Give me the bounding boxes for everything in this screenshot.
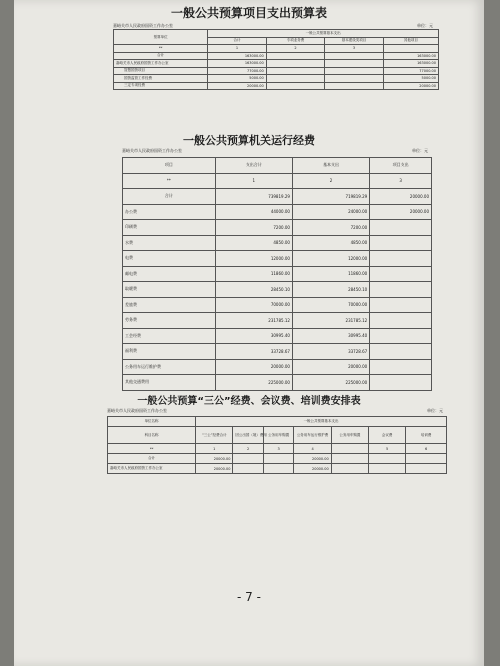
- cell-value: [325, 52, 384, 60]
- cell-value: 20000.00: [292, 359, 369, 375]
- row-label: 福利费: [123, 344, 216, 360]
- cell-value: [266, 60, 325, 68]
- cell-value: 11860.00: [292, 266, 369, 282]
- table-row: [123, 344, 432, 360]
- table2-title: 一般公共预算机关运行经费: [183, 134, 315, 147]
- cell-value: [368, 454, 405, 464]
- table3-code: 4: [294, 444, 331, 454]
- cell-value: [325, 75, 384, 83]
- cell-value: 77000.00: [208, 67, 267, 75]
- table-row: [108, 454, 447, 464]
- table1-code: 3: [325, 45, 384, 53]
- row-label: 取暖费: [123, 282, 216, 298]
- table-row: [123, 282, 432, 298]
- cell-value: 28450.10: [215, 282, 292, 298]
- row-label: 差旅费: [123, 297, 216, 313]
- cell-value: [263, 454, 294, 464]
- row-label: 邮电费: [123, 266, 216, 282]
- cell-value: 5000.00: [208, 75, 267, 83]
- row-label: 合计: [123, 189, 216, 205]
- cell-value: [233, 464, 264, 474]
- table1-subheader: 其他项目: [383, 37, 438, 45]
- row-label: 合计: [114, 52, 208, 60]
- table2-header: 项目: [123, 158, 216, 174]
- cell-value: [370, 344, 432, 360]
- cell-value: 163000.00: [208, 60, 267, 68]
- cell-value: 20000.00: [383, 82, 438, 90]
- cell-value: [263, 464, 294, 474]
- row-label: 办公费: [123, 204, 216, 220]
- table1-code: [383, 45, 438, 53]
- row-label: 其他交通费用: [123, 375, 216, 391]
- row-label: 嘉峪关市人民政府国资工作办公室: [114, 60, 208, 68]
- cell-value: [406, 454, 447, 464]
- cell-value: 12000.00: [292, 251, 369, 267]
- cell-value: 12000.00: [215, 251, 292, 267]
- cell-value: 225000.00: [215, 375, 292, 391]
- table-row: [114, 52, 439, 60]
- table2-code: **: [123, 173, 216, 189]
- table3-unit-org: 嘉峪关市人民政府国资工作办公室: [107, 408, 167, 413]
- table3-header-subject: 科目名称: [108, 427, 196, 444]
- cell-value: 70000.00: [215, 297, 292, 313]
- table3-code: [331, 444, 368, 454]
- cell-value: 30995.40: [292, 328, 369, 344]
- table3-code: 6: [406, 444, 447, 454]
- cell-value: 20000.00: [370, 204, 432, 220]
- cell-value: [331, 454, 368, 464]
- table1-subheader: 专项业务费: [266, 37, 325, 45]
- cell-value: [266, 67, 325, 75]
- table1-code: 1: [208, 45, 267, 53]
- table3-code: 5: [368, 444, 405, 454]
- cell-value: [370, 220, 432, 236]
- cell-value: [331, 464, 368, 474]
- cell-value: 7200.00: [215, 220, 292, 236]
- table2-header: 支出合计: [215, 158, 292, 174]
- table1-header-group: 一般公共预算基本支出: [208, 30, 439, 38]
- table2-header: 基本支出: [292, 158, 369, 174]
- table1-code: 2: [266, 45, 325, 53]
- three-public-expenses-table: [107, 416, 447, 474]
- table3-header-group: 一般公共预算基本支出: [196, 417, 447, 427]
- row-label: 智慧国资项目: [114, 67, 208, 75]
- table3-subheader: 因公出国（境）费用: [233, 427, 264, 444]
- table-row: [123, 375, 432, 391]
- table1-title: 一般公共预算项目支出预算表: [170, 6, 327, 20]
- cell-value: 20000.00: [196, 464, 233, 474]
- table3-subheader: 公务用车购置: [331, 427, 368, 444]
- table3-code: **: [108, 444, 196, 454]
- page-number: - 7 -: [237, 590, 261, 604]
- project-expenditure-table: [113, 29, 439, 90]
- cell-value: 33728.67: [292, 344, 369, 360]
- table-row: [123, 297, 432, 313]
- cell-value: 4850.00: [292, 235, 369, 251]
- table3-subheader: 公务用车运行维护费: [294, 427, 331, 444]
- cell-value: [370, 297, 432, 313]
- cell-value: [370, 313, 432, 329]
- table-row: [123, 235, 432, 251]
- cell-value: [370, 328, 432, 344]
- cell-value: 163000.00: [208, 52, 267, 60]
- table-row: [108, 464, 447, 474]
- table-row: [123, 220, 432, 236]
- table-row: [123, 251, 432, 267]
- cell-value: 77000.00: [383, 67, 438, 75]
- table-row: [123, 328, 432, 344]
- cell-value: [325, 60, 384, 68]
- table-row: [123, 313, 432, 329]
- row-label: 嘉峪关市人民政府国资工作办公室: [108, 464, 196, 474]
- cell-value: 20000.00: [370, 189, 432, 205]
- table2-code: 3: [370, 173, 432, 189]
- cell-value: 7200.00: [292, 220, 369, 236]
- cell-value: [325, 67, 384, 75]
- table-row: [114, 60, 439, 68]
- cell-value: 20000.00: [196, 454, 233, 464]
- cell-value: 231785.12: [215, 313, 292, 329]
- document-page: [14, 0, 484, 666]
- cell-value: 11860.00: [215, 266, 292, 282]
- row-label: 公务用车运行维护费: [123, 359, 216, 375]
- cell-value: 163000.00: [383, 60, 438, 68]
- table2-code: 2: [292, 173, 369, 189]
- cell-value: 20000.00: [294, 454, 331, 464]
- table3-code: 3: [263, 444, 294, 454]
- row-label: 电费: [123, 251, 216, 267]
- table2-unit-org: 嘉峪关市人民政府国资工作办公室: [122, 148, 182, 153]
- cell-value: [266, 75, 325, 83]
- cell-value: 70000.00: [292, 297, 369, 313]
- table3-subheader: 培训费: [406, 427, 447, 444]
- table1-subheader: 合计: [208, 37, 267, 45]
- cell-value: [266, 82, 325, 90]
- table-row: [123, 204, 432, 220]
- cell-value: [370, 266, 432, 282]
- table-row: [123, 189, 432, 205]
- cell-value: 24000.00: [292, 204, 369, 220]
- cell-value: 20000.00: [215, 359, 292, 375]
- cell-value: [325, 82, 384, 90]
- table3-code: 1: [196, 444, 233, 454]
- cell-value: [370, 251, 432, 267]
- table3-code: 2: [233, 444, 264, 454]
- cell-value: 225000.00: [292, 375, 369, 391]
- row-label: 工会经费: [123, 328, 216, 344]
- cell-value: [368, 464, 405, 474]
- cell-value: 4850.00: [215, 235, 292, 251]
- table-row: [114, 82, 439, 90]
- table3-subheader: 公务用车购置: [263, 427, 294, 444]
- cell-value: 5000.00: [383, 75, 438, 83]
- cell-value: [370, 375, 432, 391]
- table1-subheader: 基本建设类项目: [325, 37, 384, 45]
- table1-code: **: [114, 45, 208, 53]
- table-row: [114, 75, 439, 83]
- cell-value: [370, 282, 432, 298]
- table3-unit-label: 单位：元: [427, 408, 443, 413]
- row-label: 劳务费: [123, 313, 216, 329]
- cell-value: 28450.10: [292, 282, 369, 298]
- table-row: [123, 359, 432, 375]
- cell-value: 739819.29: [215, 189, 292, 205]
- table2-unit-label: 单位：元: [412, 148, 428, 153]
- cell-value: 719819.29: [292, 189, 369, 205]
- table1-unit-label: 单位：元: [417, 23, 433, 28]
- table-row: [123, 266, 432, 282]
- row-label: 水费: [123, 235, 216, 251]
- cell-value: [233, 454, 264, 464]
- cell-value: [370, 235, 432, 251]
- cell-value: 20000.00: [208, 82, 267, 90]
- row-label: 三定专项经费: [114, 82, 208, 90]
- cell-value: 163000.00: [383, 52, 438, 60]
- cell-value: 44000.00: [215, 204, 292, 220]
- table3-subheader: 会议费: [368, 427, 405, 444]
- cell-value: 231785.12: [292, 313, 369, 329]
- table3-title: 一般公共预算“三公”经费、会议费、培训费安排表: [137, 396, 361, 407]
- cell-value: 20000.00: [294, 464, 331, 474]
- table2-header: 项目支出: [370, 158, 432, 174]
- row-label: 印刷费: [123, 220, 216, 236]
- cell-value: [370, 359, 432, 375]
- table3-header-org: 单位名称: [108, 417, 196, 427]
- table1-header-org: 预算单位: [114, 30, 208, 45]
- cell-value: 30995.40: [215, 328, 292, 344]
- row-label: 国资监管工作经费: [114, 75, 208, 83]
- cell-value: 33728.67: [215, 344, 292, 360]
- table-row: [114, 67, 439, 75]
- cell-value: [266, 52, 325, 60]
- table2-code: 1: [215, 173, 292, 189]
- row-label: 合计: [108, 454, 196, 464]
- table1-unit-org: 嘉峪关市人民政府国资工作办公室: [113, 23, 173, 28]
- cell-value: [406, 464, 447, 474]
- operating-expenses-table: [122, 157, 432, 391]
- table3-subheader: “三公”经费合计: [196, 427, 233, 444]
